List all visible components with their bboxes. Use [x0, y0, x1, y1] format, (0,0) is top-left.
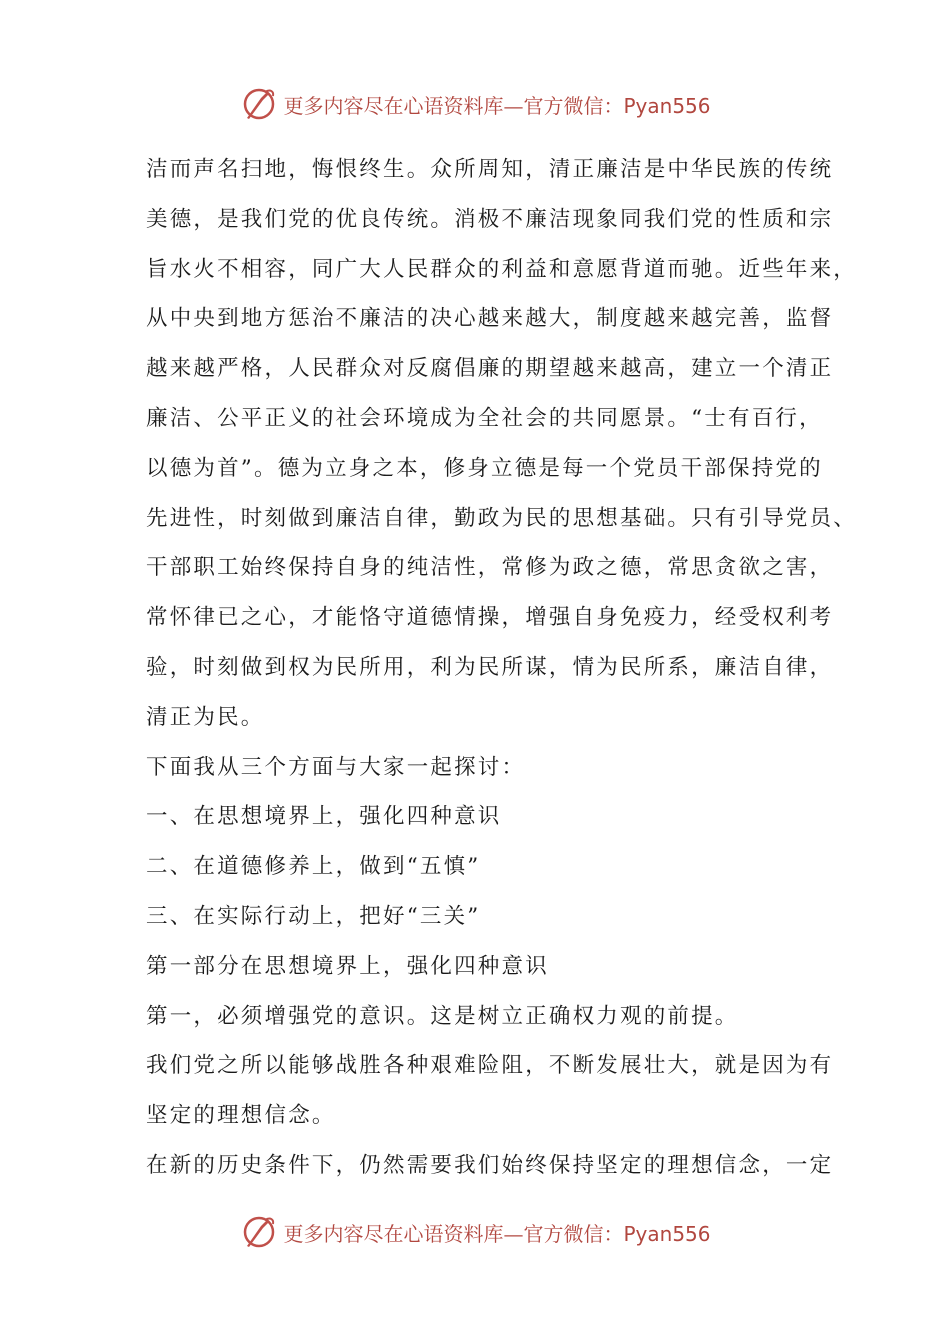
quill-logo-icon [239, 84, 279, 124]
outline-item: 一、在思想境界上，强化四种意识 [146, 804, 502, 830]
body-line: 从中央到地方惩治不廉洁的决心越来越大，制度越来越完善，监督 [146, 306, 834, 332]
banner-site-text: 更多内容尽在心语资料库—官方微信： [283, 1221, 624, 1246]
body-line: 清正为民。 [146, 704, 265, 730]
body-line: 我们党之所以能够战胜各种艰难险阻，不断发展壮大，就是因为有 [146, 1053, 834, 1079]
banner-account: Pyan556 [623, 93, 711, 118]
outline-item: 三、在实际行动上，把好“三关” [146, 903, 481, 929]
body-line: 以德为首”。德为立身之本，修身立德是每一个党员干部保持党的 [146, 455, 823, 481]
body-line: 越来越严格，人民群众对反腐倡廉的期望越来越高，建立一个清正 [146, 356, 834, 382]
body-line: 洁而声名扫地，悔恨终生。众所周知，清正廉洁是中华民族的传统 [146, 157, 834, 182]
body-line: 旨水火不相容，同广大人民群众的利益和意愿背道而驰。近些年来， [146, 256, 858, 282]
section-intro: 下面我从三个方面与大家一起探讨： [146, 754, 526, 780]
body-line: 验，时刻做到权为民所用，利为民所谋，情为民所系，廉洁自律， [146, 654, 834, 680]
subsection-heading: 第一，必须增强党的意识。这是树立正确权力观的前提。 [146, 1003, 739, 1029]
banner-account: Pyan556 [623, 1221, 711, 1246]
body-line: 在新的历史条件下，仍然需要我们始终保持坚定的理想信念，一定 [146, 1152, 834, 1178]
body-line: 廉洁、公平正义的社会环境成为全社会的共同愿景。“士有百行， [146, 405, 823, 431]
document-body [146, 150, 858, 1196]
section-heading: 第一部分在思想境界上，强化四种意识 [146, 953, 549, 979]
body-line: 坚定的理想信念。 [146, 1103, 336, 1129]
body-line: 常怀律已之心，才能恪守道德情操，增强自身免疫力，经受权利考 [146, 605, 834, 631]
outline-item: 二、在道德修养上，做到“五慎” [146, 854, 481, 880]
body-line: 美德，是我们党的优良传统。消极不廉洁现象同我们党的性质和宗 [146, 206, 834, 232]
footer-banner [0, 1212, 950, 1252]
body-line: 先进性，时刻做到廉洁自律，勤政为民的思想基础。只有引导党员、 [146, 505, 858, 531]
body-line: 干部职工始终保持自身的纯洁性，常修为政之德，常思贪欲之害， [146, 555, 834, 581]
header-banner [0, 84, 950, 124]
quill-logo-icon [239, 1212, 279, 1252]
banner-site-text: 更多内容尽在心语资料库—官方微信： [283, 93, 624, 118]
